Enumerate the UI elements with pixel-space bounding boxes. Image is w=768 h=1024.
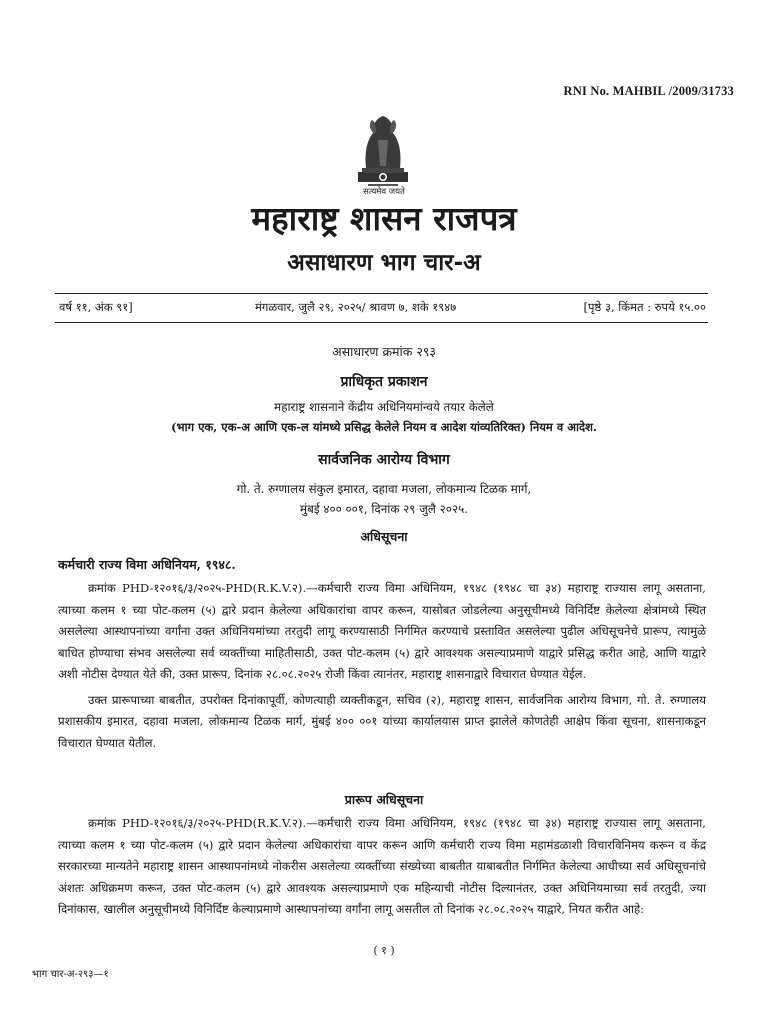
notification-body [58,578,706,754]
notification-heading: अधिसूचना [360,529,408,544]
issue-strip [55,300,708,320]
gazette-title: महाराष्ट्र शासन राजपत्र [251,199,517,238]
state-emblem-icon [354,110,412,192]
draft-body [58,813,706,921]
publication-line-2: (भाग एक, एक-अ आणि एक-ल यांमध्ये प्रसिद्ध केलेले नियम व आदेश यांव्यतिरिक्त) नियम व आदेश. [171,420,597,434]
top-divider [55,293,708,294]
publication-line-1: महाराष्ट्र शासनाने केंद्रीय अधिनियमांन्वये तयार केलेले [274,400,494,414]
national-motto: सत्यमेव जयते [363,187,405,197]
pages-price: [पृष्ठे ३, किंमत : रुपये १५.०० [583,300,706,314]
issue-date: मंगळवार, जुलै २९, २०२५/ श्रावण ७, शके १९४७ [255,300,457,314]
page-number: ( १ ) [373,944,395,957]
department-address-1: गो. ते. रुग्णालय संकुल इमारत, दहावा मजला, लोकमान्य टिळक मार्ग, [236,482,532,496]
draft-heading: प्रारूप अधिसूचना [344,792,424,807]
footer-reference: भाग चार-अ-२९३—१ [32,969,109,980]
draft-paragraph: क्रमांक PHD-१२०१६/३/२०२५-PHD(R.K.V.२).—कर्मचारी राज्य विमा अधिनियम, १९४८ (१९४८ चा ३४) महाराष्ट्र राज्यास लागू असताना, त्याच्या कलम १ च्या पोट-कलम (५) द्वारे प्रदान केलेल्या अधिकारांचा वापर करून आणि कर्मचारी राज्य विमा महामंडळाशी विचारविनिमय करून व केंद्र सरकारच्या मान्यतेने महाराष्ट्र शासन आस्थापनांमध्ये नोकरीस असलेल्या व्यक्तींच्या संख्येच्या बाबतीत याबाबतीत निर्गमित केलेल्या आधीच्या सर्व अधिसूचनांचे अंशतः अधिक्रमण करून, उक्त पोट-कलम (५) द्वारे आवश्यक असल्याप्रमाणे एक महिन्याची नोटीस दिल्यानंतर, उक्त अधिनियमाच्या सर्व तरतुदी, ज्या दिनांकास, खालील अनुसूचीमध्ये विनिर्दिष्ट केल्याप्रमाणे आस्थापनांच्या वर्गांना लागू असतील तो दिनांक २८.०८.२०२५ याद्वारे, नियत करीत आहे: [58,816,706,916]
act-title: कर्मचारी राज्य विमा अधिनियम, १९४८. [58,557,236,572]
rni-number: RNI No. MAHBIL /2009/31733 [563,84,734,98]
extraordinary-number: असाधारण क्रमांक २९३ [332,344,436,359]
authority-heading: प्राधिकृत प्रकाशन [340,374,428,390]
gazette-subtitle: असाधारण भाग चार-अ [287,250,481,276]
notification-paragraph-1: क्रमांक PHD-१२०१६/३/२०२५-PHD(R.K.V.२).—कर्मचारी राज्य विमा अधिनियम, १९४८ (१९४८ चा ३४) महाराष्ट्र राज्यास लागू असताना, त्याच्या कलम १ च्या पोट-कलम (५) द्वारे प्रदान केलेल्या अधिकारांचा वापर करून, यासोबत जोडलेल्या अनुसूचीमध्ये विनिर्दिष्ट केलेल्या क्षेत्रांमध्ये स्थित असलेल्या आस्थापनांच्या वर्गांना उक्त अधिनियमांच्या तरतुदी लागू करण्यासाठी निर्गमित करण्याचे प्रस्तावित असलेल्या पुढील अधिसूचनेचे प्रारूप, त्यामुळे बाधित होण्याचा संभव असलेल्या सर्व व्यक्तींच्या माहितीसाठी, उक्त पोट-कलम (५) द्वारे आवश्यक असल्याप्रमाणे याद्वारे प्रसिद्ध करीत आहे, आणि याद्वारे अशी नोटीस देण्यात येते की, उक्त प्रारूप, दिनांक २८.०८.२०२५ रोजी किंवा त्यानंतर, महाराष्ट्र शासनाद्वारे विचारात घेण्यात येईल. [58,581,706,681]
volume-issue: वर्ष ११, अंक ९१] [59,300,133,314]
department-name: सार्वजनिक आरोग्य विभाग [318,452,450,468]
notification-paragraph-2: उक्त प्रारूपाच्या बाबतीत, उपरोक्त दिनांकापूर्वी, कोणत्याही व्यक्तीकडून, सचिव (२), महाराष्ट्र शासन, सार्वजनिक आरोग्य विभाग, गो. ते. रुग्णालय प्रशासकीय इमारत, दहावा मजला, लोकमान्य टिळक मार्ग, मुंबई ४०० ००१ यांच्या कार्यालयास प्राप्त झालेले कोणतेही आक्षेप किंवा सूचना, शासनाकडून विचारात घेण्यात येतील. [58,692,706,750]
department-address-2: मुंबई ४०० ००१, दिनांक २९ जुलै २०२५. [300,502,468,516]
bottom-divider [55,322,708,323]
